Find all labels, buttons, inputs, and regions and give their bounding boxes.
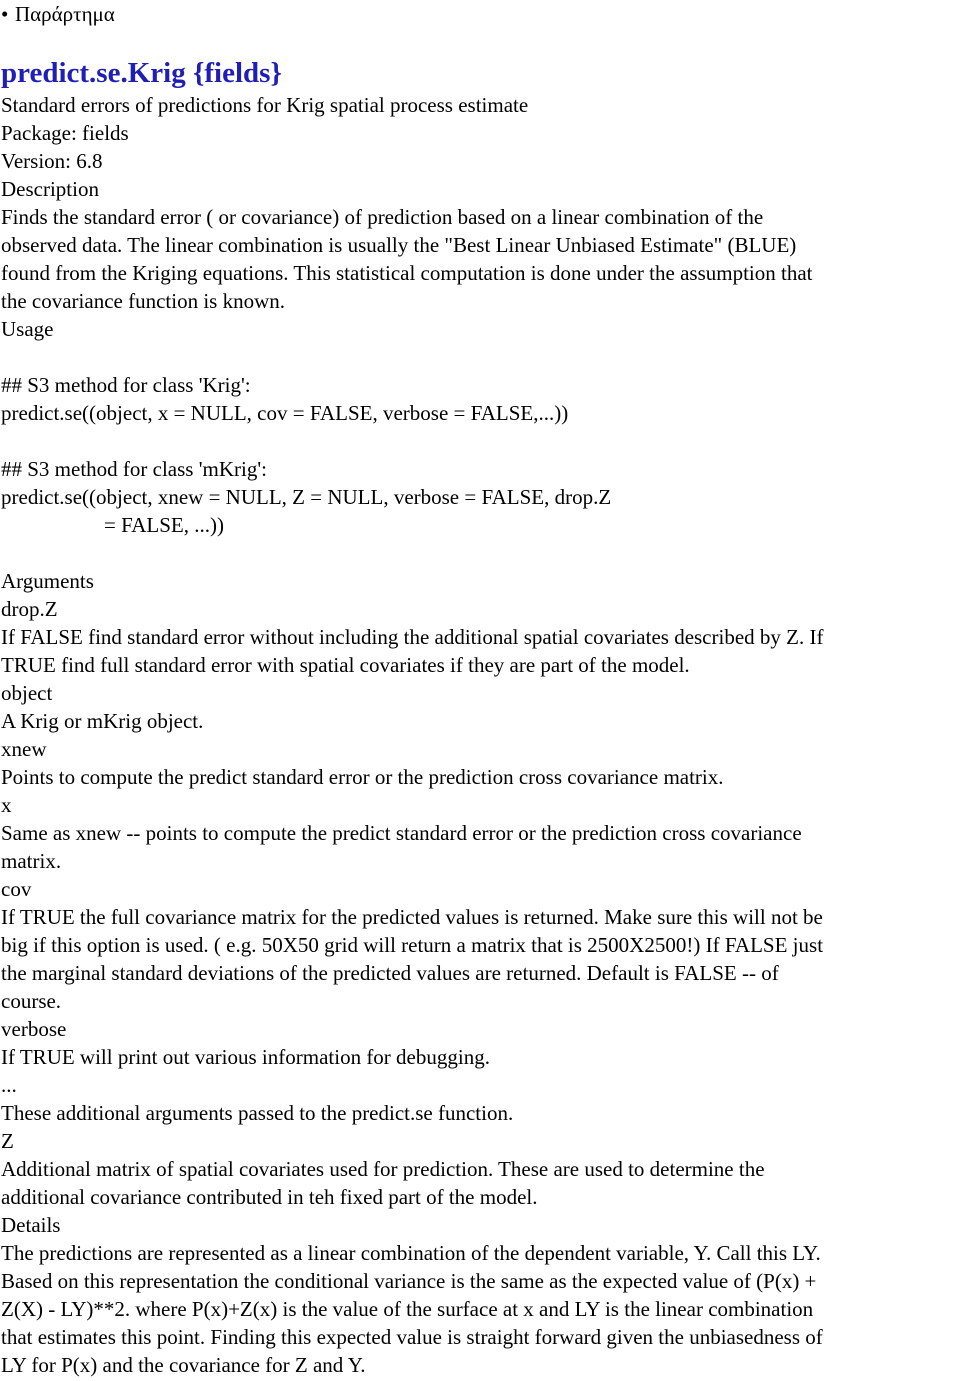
details-line: LY for P(x) and the covariance for Z and Y. [1, 1353, 366, 1377]
arguments-heading: Arguments [1, 569, 94, 593]
argument-description-line: Points to compute the predict standard error or the prediction cross covariance matrix. [1, 765, 724, 789]
details-line: The predictions are represented as a linear combination of the dependent variable, Y. Call this LY. [1, 1241, 821, 1265]
argument-name: x [1, 793, 12, 817]
argument-description-line: A Krig or mKrig object. [1, 709, 204, 733]
argument-description-line: matrix. [1, 849, 62, 873]
details-heading: Details [1, 1213, 61, 1237]
argument-cov [1, 875, 959, 1015]
details-line: that estimates this point. Finding this expected value is straight forward given the unbiasedness of [1, 1325, 823, 1349]
bullet-icon: • [1, 2, 9, 26]
package-label: Package: fields [1, 121, 129, 145]
argument-description-line: Additional matrix of spatial covariates used for prediction. These are used to determine the [1, 1157, 765, 1181]
argument-name: ... [1, 1073, 17, 1097]
argument-z [1, 1127, 959, 1211]
argument-object [1, 679, 959, 735]
argument-name: cov [1, 877, 32, 901]
argument-dots [1, 1071, 959, 1127]
argument-verbose [1, 1015, 959, 1071]
usage-mkrig-comment: ## S3 method for class 'mKrig': [1, 457, 267, 481]
argument-x [1, 791, 959, 875]
argument-name: xnew [1, 737, 47, 761]
details-text [1, 1239, 959, 1379]
argument-description-line: course. [1, 989, 62, 1013]
usage-krig-comment: ## S3 method for class 'Krig': [1, 373, 251, 397]
spacer [1, 343, 960, 371]
details-line: Based on this representation the conditional variance is the same as the expected value of (P(x) + [1, 1269, 817, 1293]
argument-description-line: If FALSE find standard error without including the additional spatial covariates described by Z. If [1, 625, 824, 649]
usage-heading: Usage [1, 317, 54, 341]
usage-mkrig-call-continued: = FALSE, ...)) [104, 513, 224, 537]
argument-description-line: big if this option is used. ( e.g. 50X50 grid will return a matrix that is 2500X2500!) If FALSE just [1, 933, 824, 957]
section-label: Παράρτημα [15, 2, 115, 26]
argument-description-line: Same as xnew -- points to compute the predict standard error or the prediction cross covariance [1, 821, 802, 845]
version-label: Version: 6.8 [1, 149, 103, 173]
description-line: Finds the standard error ( or covariance) of prediction based on a linear combination of the [1, 205, 764, 229]
argument-name: Z [1, 1129, 14, 1153]
argument-description-line: If TRUE will print out various information for debugging. [1, 1045, 490, 1069]
description-line: the covariance function is known. [1, 289, 285, 313]
argument-name: object [1, 681, 53, 705]
argument-description-line: These additional arguments passed to the predict.se function. [1, 1101, 514, 1125]
argument-description-line: TRUE find full standard error with spatial covariates if they are part of the model. [1, 653, 690, 677]
doc-subtitle: Standard errors of predictions for Krig spatial process estimate [1, 93, 529, 117]
argument-xnew [1, 735, 959, 791]
argument-name: drop.Z [1, 597, 58, 621]
description-line: found from the Kriging equations. This statistical computation is done under the assumption that [1, 261, 813, 285]
section-header [1, 0, 960, 28]
page-title: predict.se.Krig {fields} [1, 57, 282, 89]
argument-description-line: If TRUE the full covariance matrix for the predicted values is returned. Make sure this will not be [1, 905, 823, 929]
usage-mkrig-call: predict.se((object, xnew = NULL, Z = NULL, verbose = FALSE, drop.Z [1, 485, 612, 509]
argument-name: verbose [1, 1017, 67, 1041]
description-line: observed data. The linear combination is usually the "Best Linear Unbiased Estimate" (BLUE) [1, 233, 797, 257]
description-text [1, 203, 959, 315]
usage-code [1, 371, 960, 539]
usage-krig-call: predict.se((object, x = NULL, cov = FALSE, verbose = FALSE,...)) [1, 401, 569, 425]
description-heading: Description [1, 177, 99, 201]
argument-drop-z [1, 595, 959, 679]
argument-description-line: additional covariance contributed in teh fixed part of the model. [1, 1185, 538, 1209]
spacer [1, 427, 960, 455]
argument-description-line: the marginal standard deviations of the predicted values are returned. Default is FALSE -- of [1, 961, 779, 985]
details-line: Z(X) - LY)**2. where P(x)+Z(x) is the value of the surface at x and LY is the linear combination [1, 1297, 814, 1321]
spacer [1, 539, 960, 567]
